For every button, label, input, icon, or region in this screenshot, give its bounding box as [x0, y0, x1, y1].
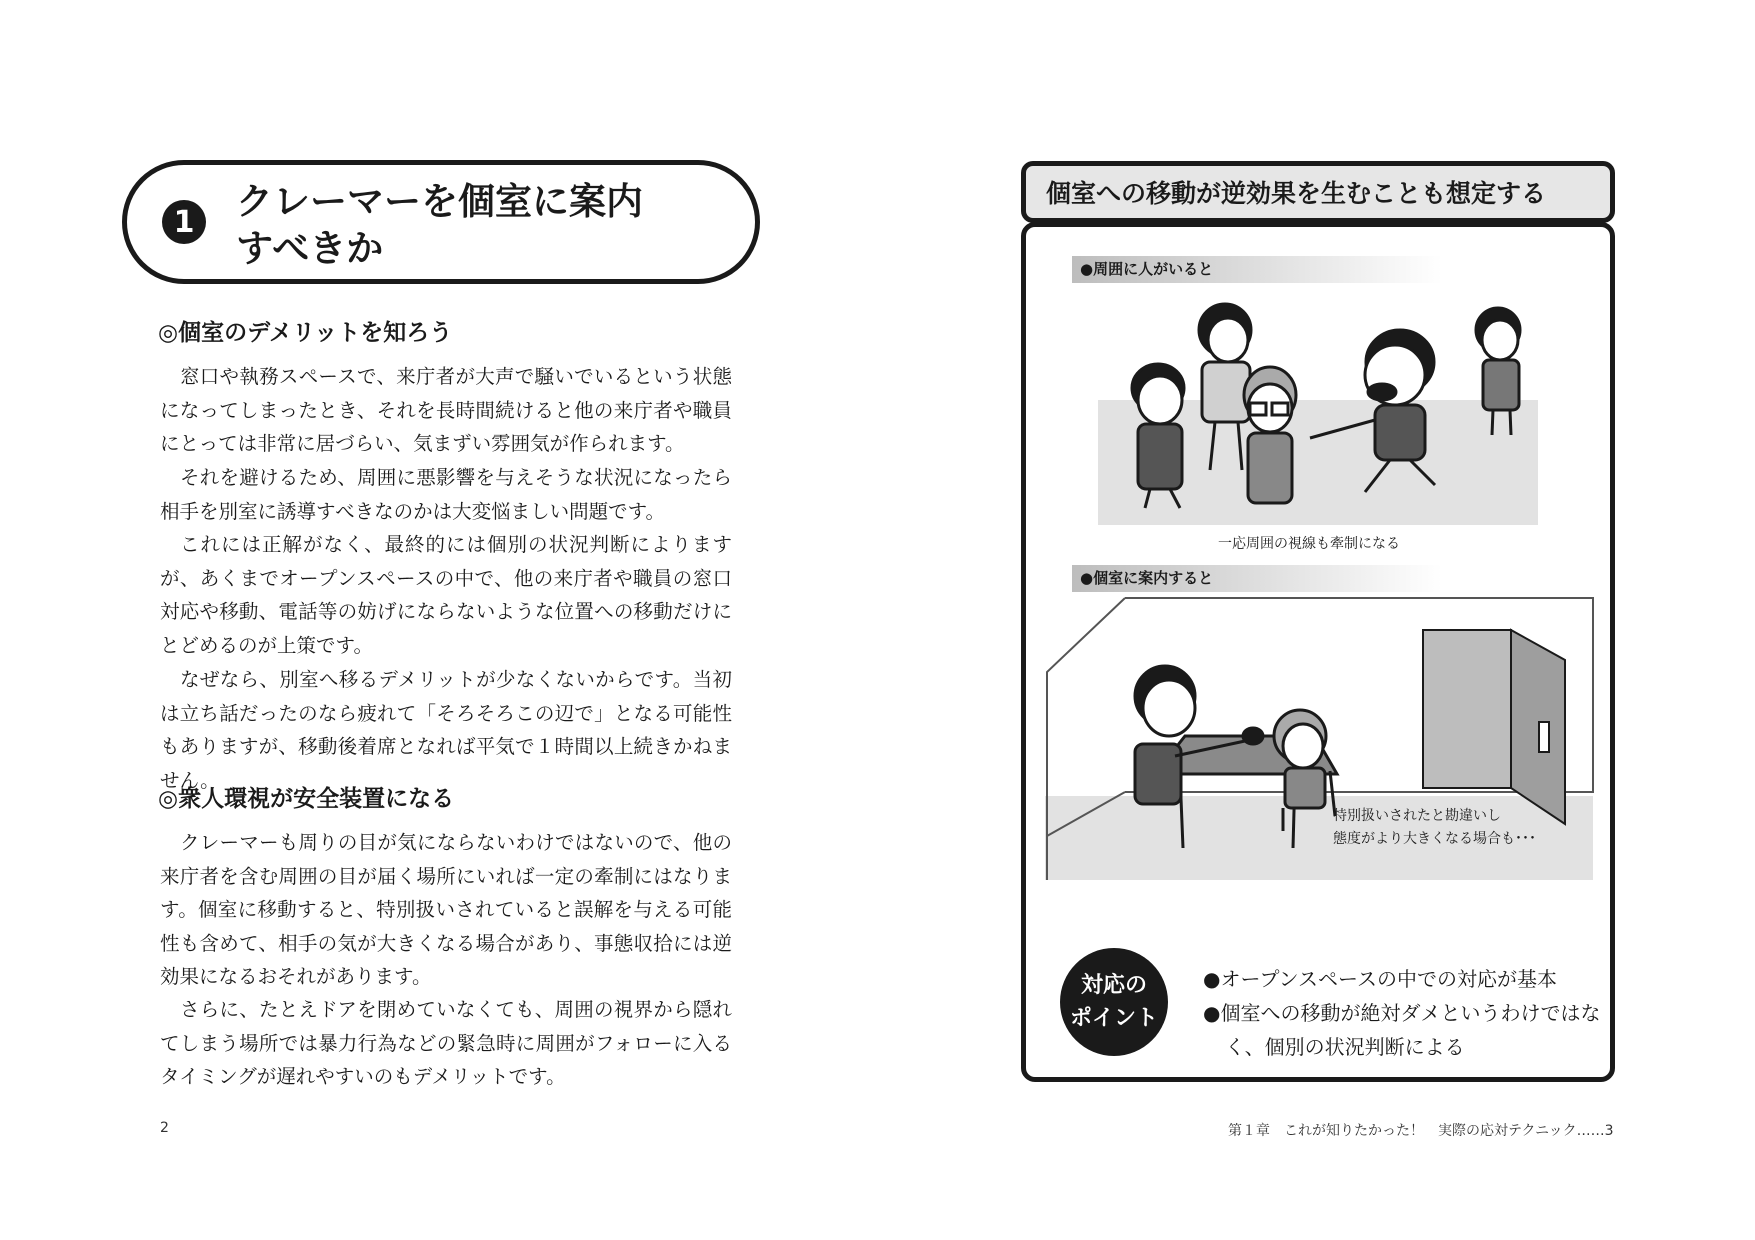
title-line-2: すべきか — [236, 227, 384, 270]
section-heading-public-view: ◎衆人環視が安全装置になる — [158, 786, 455, 812]
scene-label-public: ●周囲に人がいると — [1072, 256, 1442, 283]
point-badge-line-1: 対応の — [1080, 973, 1147, 998]
scene-public-illustration — [1090, 300, 1550, 530]
point-item: ●オープンスペースの中での対応が基本 — [1203, 967, 1558, 991]
page-number-left: 2 — [160, 1120, 169, 1136]
box-header-title: 個室への移動が逆効果を生むことも想定する — [1046, 179, 1547, 208]
paragraph: クレーマーも周りの目が気にならないわけではないので、他の来庁者を含む周囲の目が届く場所にいれば一定の牽制にはなります。個室に移動すると、特別扱いされていると誤解を与える可能性も含めて、相手の気が大きくなる場合があり、事態収拾には逆効果になるおそれがあります。 — [160, 831, 732, 988]
paragraph: 窓口や執務スペースで、来庁者が大声で騒いでいるという状態になってしまったとき、それを長時間続けると他の来庁者や職員にとっては非常に居づらい、気まずい雰囲気が作られます。 — [160, 365, 732, 455]
person-staff-glasses-icon — [1244, 367, 1296, 503]
paragraph: さらに、たとえドアを閉めていなくても、周囲の視界から隠れてしまう場所では暴力行為などの緊急時に周囲がフォローに入るタイミングが遅れやすいのもデメリットです。 — [160, 998, 732, 1088]
running-footer: 第１章 これが知りたかった！ 実際の応対テクニック……3 — [1228, 1123, 1614, 1139]
point-item: ●個室への移動が絶対ダメというわけではなく、個別の状況判断による — [1203, 1001, 1601, 1059]
scene-private-caption — [1333, 805, 1536, 851]
chapter-number-badge: 1 — [162, 200, 206, 244]
open-door-icon — [1423, 630, 1565, 824]
person-left-man-icon — [1132, 364, 1184, 508]
scene-private-caption-line-1: 特別扱いされたと勘違いし — [1333, 808, 1501, 824]
scene-private-caption-line-2: 態度がより大きくなる場合も･･･ — [1333, 831, 1536, 847]
scene-label-private-room: ●個室に案内すると — [1072, 565, 1442, 592]
paragraph: それを避けるため、周囲に悪影響を与えそうな状況になったら相手を別室に誘導すべきなのかは大変悩ましい問題です。 — [160, 466, 732, 523]
section-heading-demerits: ◎個室のデメリットを知ろう — [158, 320, 453, 346]
point-badge-line-2: ポイント — [1069, 1006, 1158, 1031]
page-title — [236, 178, 736, 272]
point-list — [1203, 962, 1603, 1064]
scene-public-caption: 一応周囲の視線も牽制になる — [1218, 536, 1400, 552]
point-badge — [1060, 948, 1168, 1056]
paragraph: なぜなら、別室へ移るデメリットが少なくないからです。当初は立ち話だったのなら疲れて「そろそろこの辺で」となる可能性もありますが、移動後着席となれば平気で１時間以上続きかねません。 — [160, 668, 732, 792]
title-line-1: クレーマーを個室に案内 — [236, 180, 643, 223]
paragraph: これには正解がなく、最終的には個別の状況判断によりますが、あくまでオープンスペースの中で、他の来庁者や職員の窓口対応や移動、電話等の妨げにならないような位置への移動だけにとどめるのが上策です。 — [160, 533, 732, 657]
